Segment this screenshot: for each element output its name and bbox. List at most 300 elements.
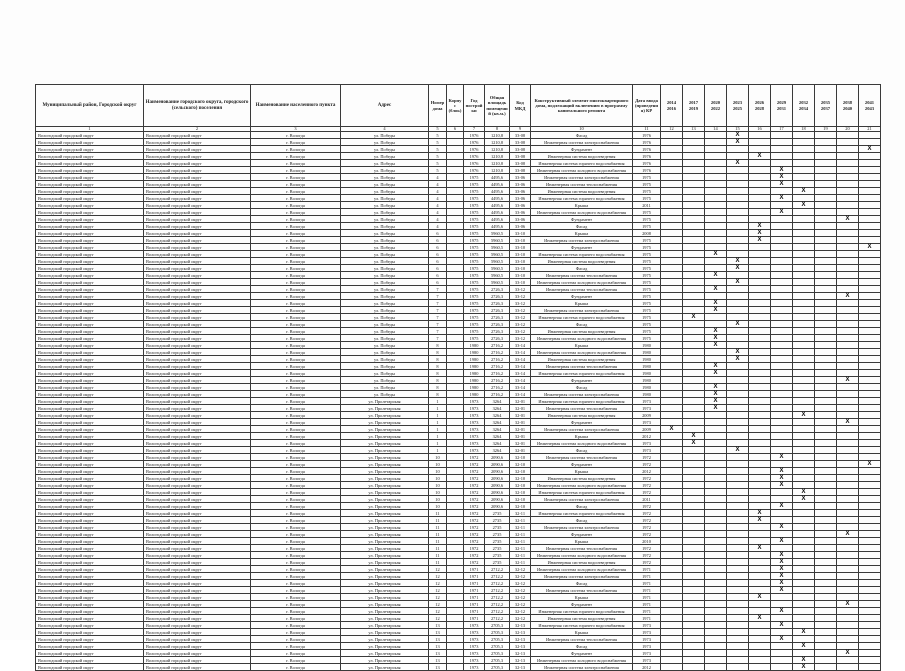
period-cell <box>793 314 815 321</box>
block-cell <box>447 132 464 139</box>
municipality-cell: Вологодский городской округ <box>36 244 144 251</box>
locality-cell: г. Вологда <box>251 545 341 552</box>
period-cell <box>683 622 705 629</box>
build-year-cell: 1976 <box>464 146 485 153</box>
house-number-cell: 4 <box>429 174 447 181</box>
area-cell: 5960,5 <box>485 230 510 237</box>
period-cell <box>859 608 881 615</box>
table-row <box>36 356 881 363</box>
period-cell <box>793 167 815 174</box>
period-cell <box>793 335 815 342</box>
table-row <box>36 650 881 657</box>
block-cell <box>447 335 464 342</box>
period-cell <box>859 223 881 230</box>
period-cell <box>705 461 727 468</box>
period-cell <box>749 559 771 566</box>
municipality-cell: Вологодский городской округ <box>36 524 144 531</box>
period-cell <box>859 433 881 440</box>
block-cell <box>447 216 464 223</box>
address-cell: ул. Победы <box>341 230 429 237</box>
repair-date-cell: 2009 <box>633 426 661 433</box>
header-cell: Конструктивный элемент многоквартирного дома, подлежащий включению в программу капитального ремонта <box>531 85 633 127</box>
municipality-cell: Вологодский городской округ <box>36 258 144 265</box>
period-cell <box>661 335 683 342</box>
settlement-cell: Вологодский городской округ <box>144 146 251 153</box>
period-cell <box>859 664 881 671</box>
period-cell <box>793 594 815 601</box>
period-cell <box>705 629 727 636</box>
period-cell <box>705 377 727 384</box>
repair-date-cell: 1972 <box>633 475 661 482</box>
repair-date-cell: 1975 <box>633 237 661 244</box>
area-cell: 3264 <box>485 412 510 419</box>
build-year-cell: 1975 <box>464 286 485 293</box>
address-cell: ул. Победы <box>341 335 429 342</box>
x-mark: X <box>757 594 762 601</box>
period-cell <box>749 622 771 629</box>
period-cell <box>661 279 683 286</box>
period-cell <box>837 251 859 258</box>
locality-cell: г. Вологда <box>251 363 341 370</box>
period-cell <box>705 244 727 251</box>
settlement-cell: Вологодский городской округ <box>144 237 251 244</box>
period-cell <box>661 258 683 265</box>
period-cell <box>749 370 771 377</box>
period-cell <box>771 545 793 552</box>
address-cell: ул. Победы <box>341 356 429 363</box>
period-cell <box>837 559 859 566</box>
period-cell <box>815 433 837 440</box>
period-cell <box>859 426 881 433</box>
period-cell <box>727 244 749 251</box>
x-mark: X <box>801 202 806 209</box>
area-cell: 5960,5 <box>485 244 510 251</box>
period-cell <box>793 538 815 545</box>
house-number-cell: 4 <box>429 181 447 188</box>
table-row <box>36 475 881 482</box>
settlement-cell: Вологодский городской округ <box>144 405 251 412</box>
period-cell <box>727 433 749 440</box>
period-cell <box>661 524 683 531</box>
period-cell <box>771 412 793 419</box>
period-cell <box>705 230 727 237</box>
period-cell <box>683 440 705 447</box>
period-cell <box>815 566 837 573</box>
period-cell <box>793 237 815 244</box>
table-row <box>36 468 881 475</box>
block-cell <box>447 510 464 517</box>
structural-element-cell: Инженерная система электроснабжения <box>531 426 633 433</box>
house-number-cell: 4 <box>429 216 447 223</box>
period-cell <box>705 524 727 531</box>
locality-cell: г. Вологда <box>251 524 341 531</box>
address-cell: ул. Победы <box>341 391 429 398</box>
structural-element-cell: Инженерная система холодного водоснабжения <box>531 335 633 342</box>
building-code-cell: 33-06 <box>510 216 531 223</box>
house-number-cell: 6 <box>429 258 447 265</box>
block-cell <box>447 251 464 258</box>
period-cell <box>837 440 859 447</box>
address-cell: ул. Победы <box>341 286 429 293</box>
table-row <box>36 370 881 377</box>
column-number: 7 <box>464 127 485 132</box>
period-cell <box>815 398 837 405</box>
building-code-cell: 33-10 <box>510 258 531 265</box>
build-year-cell: 1975 <box>464 265 485 272</box>
block-cell <box>447 195 464 202</box>
period-cell <box>859 132 881 139</box>
house-number-cell: 10 <box>429 461 447 468</box>
x-mark: X <box>801 489 806 496</box>
period-cell <box>727 461 749 468</box>
settlement-cell: Вологодский городской округ <box>144 188 251 195</box>
structural-element-cell: Крыша <box>531 202 633 209</box>
period-cell <box>859 153 881 160</box>
period-cell <box>859 629 881 636</box>
x-mark: X <box>713 286 718 293</box>
x-mark: X <box>801 188 806 195</box>
settlement-cell: Вологодский городской округ <box>144 328 251 335</box>
block-cell <box>447 622 464 629</box>
settlement-cell: Вологодский городской округ <box>144 398 251 405</box>
address-cell: ул. Пролетарская <box>341 503 429 510</box>
house-number-cell: 11 <box>429 545 447 552</box>
building-code-cell: 32-13 <box>510 636 531 643</box>
repair-date-cell: 1972 <box>633 517 661 524</box>
period-cell <box>815 160 837 167</box>
period-cell <box>705 349 727 356</box>
period-cell <box>661 531 683 538</box>
build-year-cell: 1976 <box>464 160 485 167</box>
period-cell <box>859 454 881 461</box>
repair-date-cell: 1975 <box>633 181 661 188</box>
period-cell <box>793 307 815 314</box>
period-cell <box>837 580 859 587</box>
period-cell <box>793 363 815 370</box>
locality-cell: г. Вологда <box>251 307 341 314</box>
table-row <box>36 405 881 412</box>
period-cell <box>683 272 705 279</box>
period-cell <box>837 566 859 573</box>
period-cell <box>727 258 749 265</box>
repair-date-cell: 1972 <box>633 510 661 517</box>
period-cell <box>727 321 749 328</box>
period-cell <box>815 608 837 615</box>
period-cell <box>793 377 815 384</box>
build-year-cell: 1971 <box>464 594 485 601</box>
period-cell <box>837 629 859 636</box>
house-number-cell: 6 <box>429 244 447 251</box>
structural-element-cell: Крыша <box>531 468 633 475</box>
period-cell <box>837 650 859 657</box>
period-cell <box>771 510 793 517</box>
repair-date-cell: 1975 <box>633 216 661 223</box>
build-year-cell: 1972 <box>464 454 485 461</box>
municipality-cell: Вологодский городской округ <box>36 545 144 552</box>
period-cell <box>771 286 793 293</box>
period-cell <box>837 153 859 160</box>
period-cell <box>815 384 837 391</box>
settlement-cell: Вологодский городской округ <box>144 454 251 461</box>
period-cell <box>859 370 881 377</box>
house-number-cell: 8 <box>429 356 447 363</box>
municipality-cell: Вологодский городской округ <box>36 377 144 384</box>
period-cell <box>683 426 705 433</box>
period-cell <box>749 335 771 342</box>
locality-cell: г. Вологда <box>251 202 341 209</box>
settlement-cell: Вологодский городской округ <box>144 412 251 419</box>
house-number-cell: 8 <box>429 342 447 349</box>
settlement-cell: Вологодский городской округ <box>144 447 251 454</box>
locality-cell: г. Вологда <box>251 580 341 587</box>
address-cell: ул. Пролетарская <box>341 650 429 657</box>
period-cell <box>661 181 683 188</box>
period-cell <box>661 454 683 461</box>
build-year-cell: 1980 <box>464 370 485 377</box>
build-year-cell: 1972 <box>464 496 485 503</box>
structural-element-cell: Инженерная система горячего водоснабжения <box>531 251 633 258</box>
period-cell <box>683 608 705 615</box>
house-number-cell: 12 <box>429 573 447 580</box>
period-cell <box>771 594 793 601</box>
period-cell <box>661 370 683 377</box>
period-cell <box>727 454 749 461</box>
repair-date-cell: 1972 <box>633 461 661 468</box>
building-code-cell: 32-11 <box>510 559 531 566</box>
period-cell <box>771 272 793 279</box>
period-cell <box>661 188 683 195</box>
house-number-cell: 11 <box>429 517 447 524</box>
build-year-cell: 1975 <box>464 230 485 237</box>
period-cell <box>771 139 793 146</box>
locality-cell: г. Вологда <box>251 538 341 545</box>
period-cell <box>727 398 749 405</box>
locality-cell: г. Вологда <box>251 265 341 272</box>
building-code-cell: 33-10 <box>510 279 531 286</box>
period-cell <box>793 153 815 160</box>
period-cell <box>793 251 815 258</box>
period-cell <box>661 132 683 139</box>
address-cell: ул. Пролетарская <box>341 580 429 587</box>
period-cell <box>683 223 705 230</box>
period-cell <box>859 496 881 503</box>
period-cell <box>793 482 815 489</box>
period-cell <box>837 132 859 139</box>
municipality-cell: Вологодский городской округ <box>36 517 144 524</box>
build-year-cell: 1973 <box>464 664 485 671</box>
period-cell <box>837 258 859 265</box>
period-cell <box>815 517 837 524</box>
period-cell <box>859 258 881 265</box>
table-row <box>36 244 881 251</box>
period-cell <box>661 174 683 181</box>
x-mark: X <box>779 181 784 188</box>
table-row <box>36 279 881 286</box>
period-cell <box>859 314 881 321</box>
build-year-cell: 1973 <box>464 643 485 650</box>
period-cell <box>727 328 749 335</box>
house-number-cell: 13 <box>429 622 447 629</box>
period-cell <box>727 636 749 643</box>
settlement-cell: Вологодский городской округ <box>144 258 251 265</box>
build-year-cell: 1975 <box>464 293 485 300</box>
period-cell <box>771 587 793 594</box>
settlement-cell: Вологодский городской округ <box>144 167 251 174</box>
period-cell <box>683 531 705 538</box>
structural-element-cell: Инженерная система водоотведения <box>531 188 633 195</box>
building-code-cell: 32-12 <box>510 608 531 615</box>
period-cell <box>683 160 705 167</box>
block-cell <box>447 377 464 384</box>
period-cell <box>793 370 815 377</box>
table-row <box>36 608 881 615</box>
period-cell <box>705 237 727 244</box>
locality-cell: г. Вологда <box>251 461 341 468</box>
period-cell <box>837 146 859 153</box>
period-cell <box>749 160 771 167</box>
settlement-cell: Вологодский городской округ <box>144 636 251 643</box>
period-cell <box>727 335 749 342</box>
structural-element-cell: Фасад <box>531 265 633 272</box>
period-cell <box>859 580 881 587</box>
period-cell <box>661 657 683 664</box>
period-cell <box>859 230 881 237</box>
period-cell <box>727 503 749 510</box>
period-cell <box>661 167 683 174</box>
period-cell <box>771 146 793 153</box>
period-cell <box>815 545 837 552</box>
area-cell: 2705,3 <box>485 636 510 643</box>
period-cell <box>749 139 771 146</box>
settlement-cell: Вологодский городской округ <box>144 342 251 349</box>
municipality-cell: Вологодский городской округ <box>36 433 144 440</box>
settlement-cell: Вологодский городской округ <box>144 517 251 524</box>
settlement-cell: Вологодский городской округ <box>144 566 251 573</box>
structural-element-cell: Инженерная система теплоснабжения <box>531 454 633 461</box>
table-row <box>36 447 881 454</box>
period-cell <box>837 328 859 335</box>
period-cell <box>727 230 749 237</box>
period-cell <box>683 615 705 622</box>
period-cell <box>815 454 837 461</box>
build-year-cell: 1972 <box>464 468 485 475</box>
period-cell <box>683 174 705 181</box>
period-cell <box>661 601 683 608</box>
address-cell: ул. Победы <box>341 258 429 265</box>
structural-element-cell: Фундамент <box>531 377 633 384</box>
period-cell <box>749 419 771 426</box>
period-cell <box>683 202 705 209</box>
structural-element-cell: Инженерная система электроснабжения <box>531 573 633 580</box>
period-cell <box>793 552 815 559</box>
locality-cell: г. Вологда <box>251 426 341 433</box>
period-cell <box>749 440 771 447</box>
header-period-cell: 2032 2034 <box>793 85 815 127</box>
settlement-cell: Вологодский городской округ <box>144 356 251 363</box>
x-mark: X <box>735 132 740 139</box>
period-cell <box>815 496 837 503</box>
x-mark: X <box>801 496 806 503</box>
building-code-cell: 32-01 <box>510 419 531 426</box>
period-cell <box>749 405 771 412</box>
period-cell <box>727 188 749 195</box>
build-year-cell: 1980 <box>464 391 485 398</box>
period-cell <box>749 636 771 643</box>
period-cell <box>815 167 837 174</box>
period-cell <box>683 286 705 293</box>
period-cell <box>815 258 837 265</box>
x-mark: X <box>713 405 718 412</box>
period-cell <box>771 265 793 272</box>
column-number: 11 <box>633 127 661 132</box>
period-cell <box>815 412 837 419</box>
municipality-cell: Вологодский городской округ <box>36 636 144 643</box>
build-year-cell: 1975 <box>464 335 485 342</box>
area-cell: 2712,2 <box>485 615 510 622</box>
settlement-cell: Вологодский городской округ <box>144 419 251 426</box>
column-number: 13 <box>683 127 705 132</box>
period-cell <box>837 426 859 433</box>
x-mark: X <box>779 608 784 615</box>
municipality-cell: Вологодский городской округ <box>36 342 144 349</box>
period-cell <box>771 419 793 426</box>
block-cell <box>447 321 464 328</box>
table-row <box>36 615 881 622</box>
period-cell <box>705 531 727 538</box>
period-cell <box>661 552 683 559</box>
repair-date-cell: 1976 <box>633 153 661 160</box>
table-row <box>36 160 881 167</box>
period-cell <box>837 405 859 412</box>
address-cell: ул. Победы <box>341 209 429 216</box>
locality-cell: г. Вологда <box>251 657 341 664</box>
locality-cell: г. Вологда <box>251 139 341 146</box>
period-cell <box>749 412 771 419</box>
table-row <box>36 482 881 489</box>
period-cell <box>815 328 837 335</box>
period-cell <box>683 363 705 370</box>
settlement-cell: Вологодский городской округ <box>144 489 251 496</box>
repair-date-cell: 1975 <box>633 265 661 272</box>
period-cell <box>683 181 705 188</box>
house-number-cell: 1 <box>429 398 447 405</box>
period-cell <box>727 293 749 300</box>
column-number: 4 <box>341 127 429 132</box>
municipality-cell: Вологодский городской округ <box>36 335 144 342</box>
period-cell <box>793 279 815 286</box>
address-cell: ул. Пролетарская <box>341 538 429 545</box>
area-cell: 2735 <box>485 552 510 559</box>
period-cell <box>661 594 683 601</box>
period-cell <box>705 608 727 615</box>
table-row <box>36 643 881 650</box>
header-period-cell: 2029 2031 <box>771 85 793 127</box>
period-cell <box>705 650 727 657</box>
period-cell <box>749 615 771 622</box>
area-cell: 2716,2 <box>485 356 510 363</box>
municipality-cell: Вологодский городской округ <box>36 531 144 538</box>
area-cell: 3264 <box>485 419 510 426</box>
period-cell <box>683 335 705 342</box>
locality-cell: г. Вологда <box>251 272 341 279</box>
block-cell <box>447 608 464 615</box>
x-mark: X <box>867 146 872 153</box>
area-cell: 1210,8 <box>485 146 510 153</box>
repair-date-cell: 1975 <box>633 328 661 335</box>
house-number-cell: 13 <box>429 636 447 643</box>
repair-date-cell: 1976 <box>633 160 661 167</box>
address-cell: ул. Пролетарская <box>341 545 429 552</box>
